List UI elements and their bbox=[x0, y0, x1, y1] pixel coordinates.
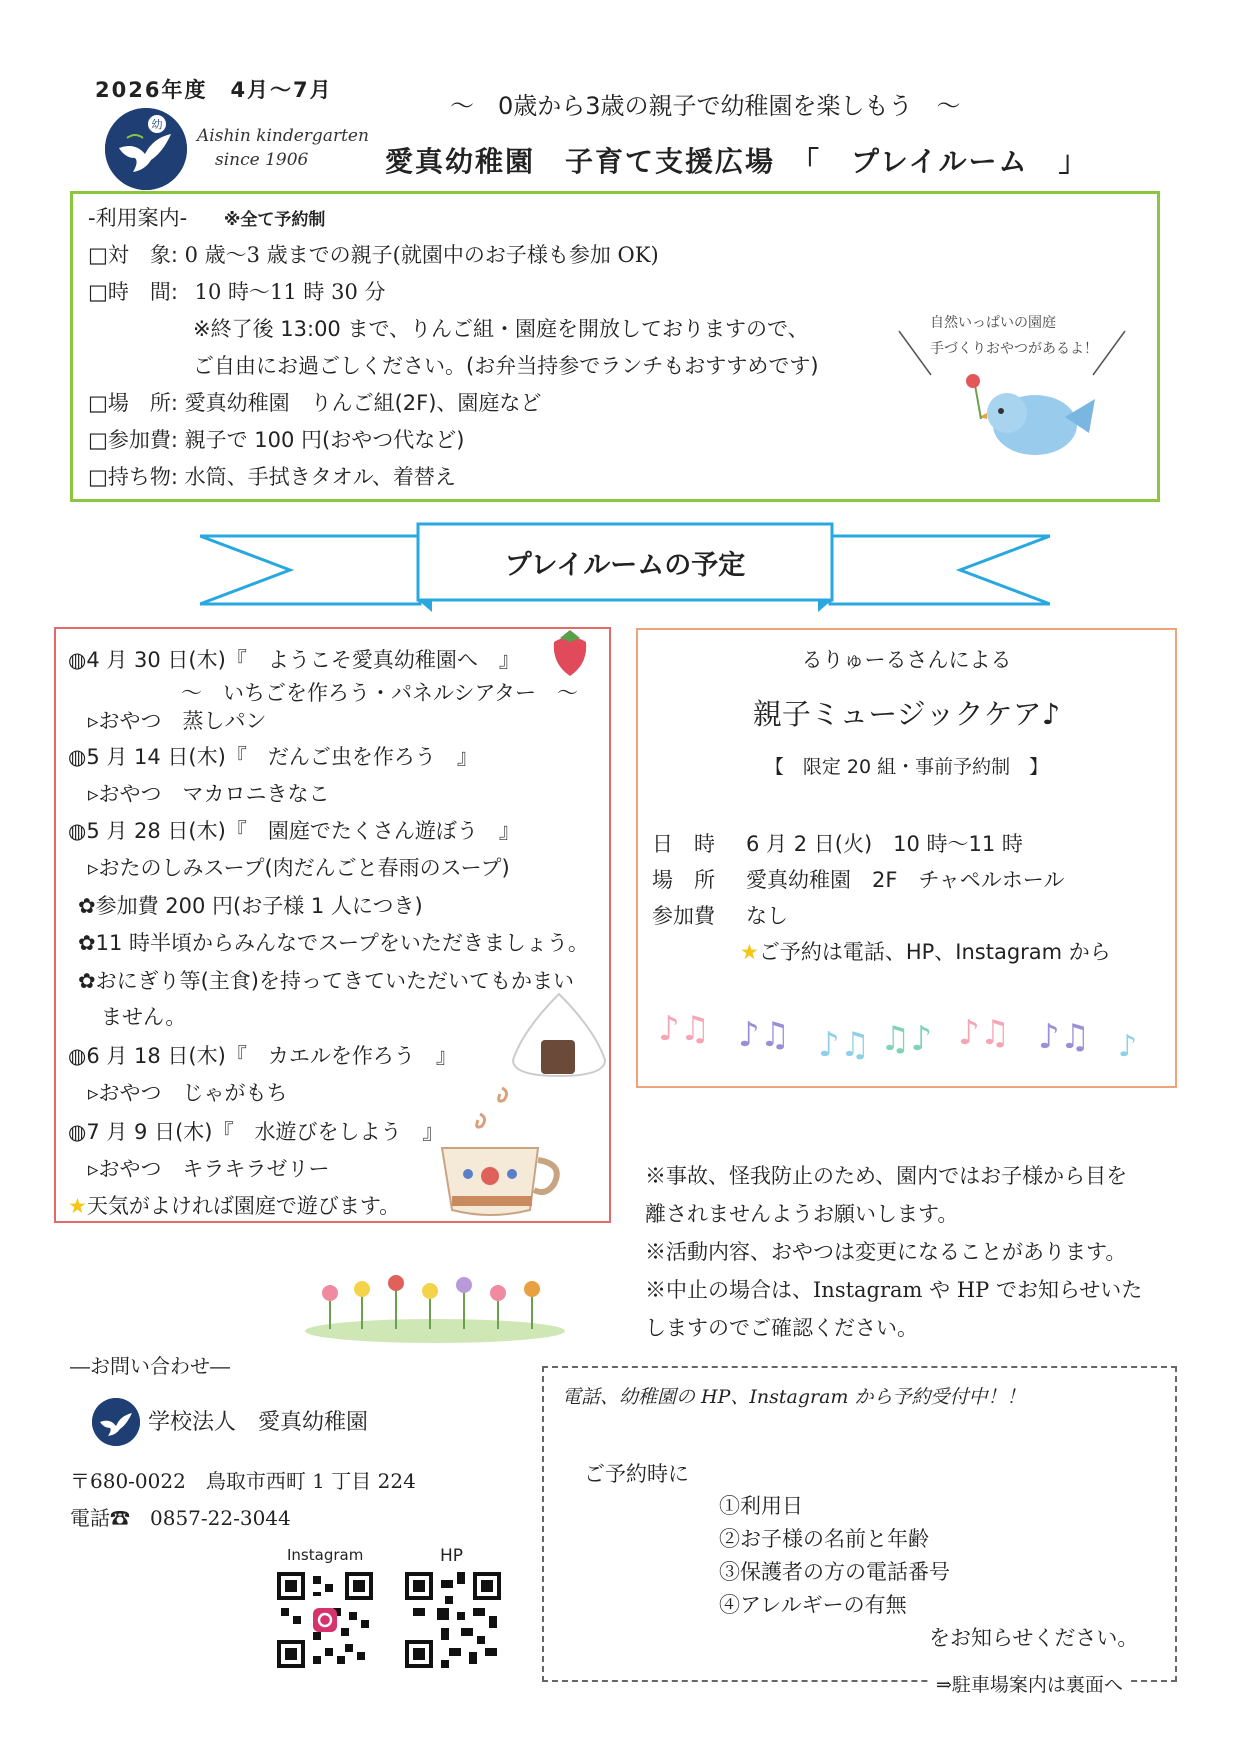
note-3a: ※中止の場合は、Instagram や HP でお知らせいた bbox=[645, 1278, 1143, 1302]
music-presenter: るりゅーるさんによる bbox=[801, 648, 1012, 672]
note-2: ※活動内容、おやつは変更になることがあります。 bbox=[645, 1240, 1127, 1264]
year-period: 2026年度 4月～7月 bbox=[95, 78, 333, 102]
reservation-box bbox=[542, 1366, 1177, 1682]
schedule-heading: プレイルームの予定 bbox=[504, 550, 746, 581]
reservation-item-1: ①利用日 bbox=[719, 1494, 803, 1518]
event-3-rice-note: ✿おにぎり等(主食)を持ってきていただいてもかまい bbox=[78, 969, 574, 993]
event-4-snack: ▹おやつ じゃがもち bbox=[88, 1081, 288, 1105]
music-date-label: 日 時 bbox=[652, 832, 715, 856]
svg-text:♪: ♪ bbox=[1118, 1029, 1138, 1064]
music-reserve-note: ご予約は電話、HP、Instagram から bbox=[758, 940, 1111, 964]
music-title: 親子ミュージックケア♪ bbox=[752, 697, 1061, 731]
svg-text:♪♫: ♪♫ bbox=[958, 1013, 1011, 1053]
fee-value: 親子で 100 円(おやつ代など) bbox=[184, 428, 465, 452]
reservation-required-note: ※全て予約制 bbox=[223, 210, 326, 230]
garden-note-line2: 手づくりおやつがあるよ！ bbox=[930, 341, 1098, 357]
note-1a: ※事故、怪我防止のため、園内ではお子様から目を bbox=[645, 1164, 1128, 1188]
target-label: □対 象: bbox=[88, 243, 178, 267]
time-value: 10 時～11 時 30 分 bbox=[194, 280, 386, 304]
event-3-rice-note-cont: ません。 bbox=[101, 1005, 187, 1029]
reservation-item-4: ④アレルギーの有無 bbox=[719, 1593, 907, 1617]
target-value: 0 歳～3 歳までの親子(就園中のお子様も参加 OK) bbox=[184, 243, 659, 267]
note-1b: 離されませんようお願いします。 bbox=[645, 1202, 959, 1226]
place-value: 愛真幼稚園 りんご組(2F)、園庭など bbox=[184, 391, 542, 415]
music-date-value: 6 月 2 日(火) 10 時～11 時 bbox=[746, 832, 1023, 856]
parking-info-link: ⇒駐車場案内は裏面へ bbox=[930, 1670, 1129, 1697]
items-value: 水筒、手拭きタオル、着替え bbox=[184, 465, 456, 489]
page-title: 愛真幼稚園 子育て支援広場 「 プレイルーム 」 bbox=[385, 145, 1089, 178]
fee-label: □参加費: bbox=[88, 428, 178, 452]
time-note-1: ※終了後 13:00 まで、りんご組・園庭を開放しておりますので、 bbox=[193, 317, 809, 341]
contact-heading: ―お問い合わせ― bbox=[70, 1354, 230, 1378]
reservation-item-2: ②お子様の名前と年齢 bbox=[719, 1527, 929, 1551]
music-fee-label: 参加費 bbox=[652, 904, 715, 928]
event-4-title: ◍6 月 18 日(木)『 カエルを作ろう 』 bbox=[68, 1044, 457, 1068]
event-3-soup-note: ✿11 時半頃からみんなでスープをいただきましょう。 bbox=[78, 931, 589, 955]
music-notes-decoration bbox=[658, 1000, 1158, 1070]
event-1-subtitle: ～ いちごを作ろう・パネルシアター ～ bbox=[181, 681, 579, 705]
strawberry-icon bbox=[548, 628, 592, 678]
star-icon: ★ bbox=[740, 940, 759, 964]
svg-text:♪♫: ♪♫ bbox=[658, 1009, 711, 1049]
star-icon: ★ bbox=[68, 1194, 87, 1218]
school-logo bbox=[92, 1398, 140, 1446]
dove-icon bbox=[105, 108, 187, 190]
time-label: □時 間: bbox=[88, 280, 178, 304]
event-5-snack: ▹おやつ キラキラゼリー bbox=[88, 1157, 330, 1181]
hp-label: HP bbox=[440, 1546, 464, 1566]
svg-text:♪♫: ♪♫ bbox=[1038, 1017, 1091, 1057]
school-phone: 電話☎ 0857-22-3044 bbox=[70, 1506, 291, 1530]
flowers-illustration bbox=[300, 1255, 570, 1345]
music-place-label: 場 所 bbox=[652, 868, 715, 892]
garden-note-line1: 自然いっぱいの園庭 bbox=[930, 315, 1056, 331]
event-3-fee-note: ✿参加費 200 円(お子様 1 人につき) bbox=[78, 894, 423, 918]
svg-text:♪♫: ♪♫ bbox=[818, 1025, 871, 1065]
kindergarten-logo bbox=[105, 108, 187, 190]
instagram-label: Instagram bbox=[287, 1546, 364, 1564]
logo-english-name: Aishin kindergarten bbox=[197, 126, 369, 146]
event-3-soup: ▹おたのしみスープ(肉だんごと春雨のスープ) bbox=[88, 856, 510, 880]
teacup-icon bbox=[438, 1140, 568, 1220]
event-5-weather-note: 天気がよければ園庭で遊びます。 bbox=[86, 1194, 401, 1218]
school-name: 学校法人 愛真幼稚園 bbox=[148, 1410, 369, 1435]
school-address: 〒680-0022 鳥取市西町 1 丁目 224 bbox=[70, 1469, 416, 1493]
logo-english-since: since 1906 bbox=[215, 150, 309, 170]
logo-char: 幼 bbox=[151, 118, 163, 131]
info-heading: -利用案内- bbox=[88, 206, 188, 230]
event-3-title: ◍5 月 28 日(木)『 園庭でたくさん遊ぼう 』 bbox=[68, 819, 520, 843]
event-2-title: ◍5 月 14 日(木)『 だんご虫を作ろう 』 bbox=[68, 745, 478, 769]
schedule-box bbox=[54, 627, 611, 1223]
note-3b: しますのでご確認ください。 bbox=[645, 1316, 918, 1340]
music-care-box bbox=[636, 628, 1177, 1088]
onigiri-icon bbox=[505, 990, 613, 1080]
place-label: □場 所: bbox=[88, 391, 178, 415]
reservation-closing: をお知らせください。 bbox=[929, 1626, 1139, 1650]
instagram-qr-code[interactable] bbox=[277, 1572, 373, 1668]
reservation-item-3: ③保護者の方の電話番号 bbox=[719, 1560, 950, 1584]
reservation-headline: 電話、幼稚園の HP、Instagram から予約受付中！！ bbox=[562, 1386, 1026, 1408]
hp-qr-code[interactable] bbox=[405, 1572, 501, 1668]
subtitle: ～ 0歳から3歳の親子で幼稚園を楽しもう ～ bbox=[450, 92, 961, 120]
items-label: □持ち物: bbox=[88, 465, 178, 489]
time-note-2: ご自由にお過ごしください。(お弁当持参でランチもおすすめです) bbox=[193, 354, 819, 378]
event-5-title: ◍7 月 9 日(木)『 水遊びをしよう 』 bbox=[68, 1120, 444, 1144]
event-2-snack: ▹おやつ マカロニきなこ bbox=[88, 782, 330, 806]
reservation-intro: ご予約時に bbox=[584, 1462, 689, 1486]
dove-icon bbox=[92, 1398, 140, 1446]
svg-text:♪♫: ♪♫ bbox=[738, 1015, 791, 1055]
music-fee-value: なし bbox=[746, 904, 788, 928]
event-1-title: ◍4 月 30 日(木)『 ようこそ愛真幼稚園へ 』 bbox=[68, 648, 520, 672]
music-place-value: 愛真幼稚園 2F チャペルホール bbox=[746, 868, 1065, 892]
event-1-snack: ▹おやつ 蒸しパン bbox=[88, 709, 267, 733]
bluebird-illustration bbox=[895, 325, 1135, 475]
steam-icon bbox=[462, 1080, 522, 1140]
logo-english bbox=[197, 124, 369, 172]
music-limit: 【 限定 20 組・事前予約制 】 bbox=[764, 756, 1049, 778]
svg-text:♫♪: ♫♪ bbox=[880, 1019, 933, 1059]
